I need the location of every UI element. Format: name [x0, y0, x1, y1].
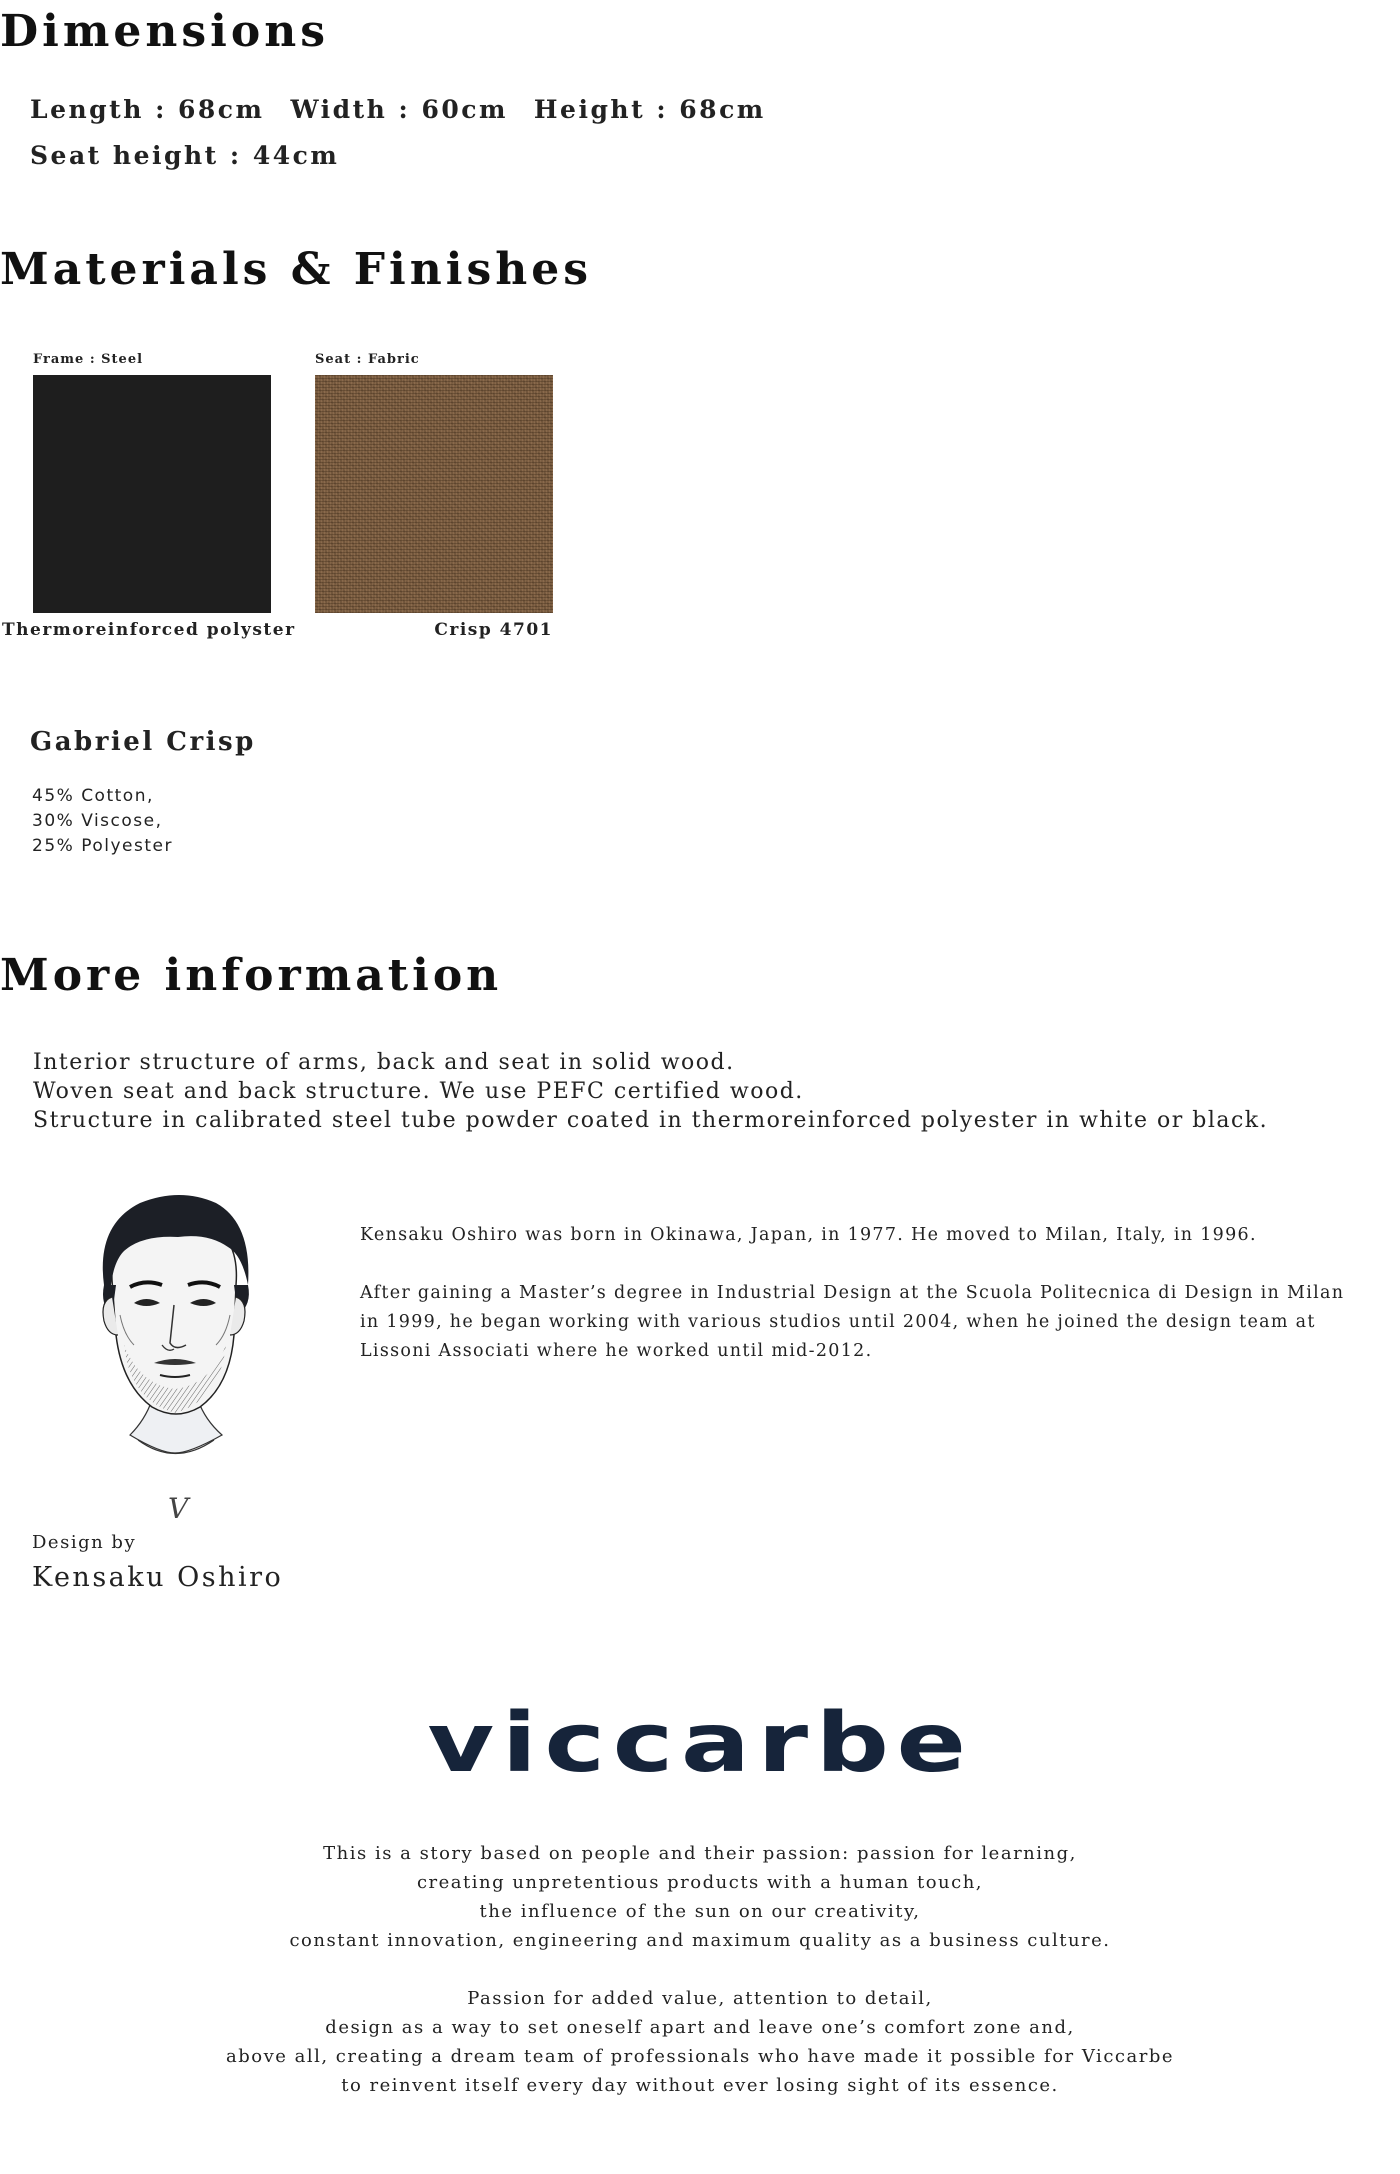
materials-heading: Materials & Finishes	[0, 244, 592, 295]
story-line: above all, creating a dream team of professionals who have made it possible for Viccarbe	[225, 2046, 1174, 2067]
height-value: Height : 68cm	[533, 95, 766, 124]
dimensions-heading: Dimensions	[0, 6, 330, 57]
story-line: the influence of the sun on our creativity,	[479, 1901, 921, 1922]
seat-height-value: Seat height : 44cm	[30, 141, 340, 170]
composition-polyester: 25% Polyester	[32, 836, 173, 856]
designer-bio	[360, 1221, 1360, 1366]
designer-portrait	[90, 1185, 260, 1475]
design-by-label: Design by	[32, 1532, 137, 1553]
designer-name: Kensaku Oshiro	[32, 1562, 284, 1593]
story-line: design as a way to set oneself apart and leave one’s comfort zone and,	[325, 2017, 1075, 2038]
brand-story	[0, 1839, 1400, 2100]
info-line: Interior structure of arms, back and seat in solid wood.	[33, 1050, 735, 1075]
width-value: Width : 60cm	[290, 95, 508, 124]
composition-viscose: 30% Viscose,	[32, 811, 163, 831]
frame-material-label: Frame : Steel	[33, 352, 144, 367]
seat-finish-caption: Crisp 4701	[434, 620, 553, 640]
bio-paragraph: After gaining a Master’s degree in Industrial Design at the Scuola Politecnica di Design in Milan in 1999, he began working with various studios until 2004, when he joined the design team at Lissoni Associati where he worked until mid-2012.	[360, 1283, 1345, 1361]
story-line: creating unpretentious products with a human touch,	[416, 1872, 984, 1893]
frame-finish-caption: Thermoreinforced polyster	[2, 620, 296, 640]
fabric-composition	[32, 784, 173, 859]
seat-swatch[interactable]	[315, 375, 553, 613]
seat-material-label: Seat : Fabric	[315, 352, 420, 367]
composition-cotton: 45% Cotton,	[32, 786, 154, 806]
dimensions-row	[30, 95, 792, 124]
more-info-text	[33, 1048, 1268, 1135]
length-value: Length : 68cm	[30, 95, 265, 124]
info-line: Structure in calibrated steel tube powder coated in thermoreinforced polyester in white or black.	[33, 1108, 1269, 1133]
story-line: constant innovation, engineering and maximum quality as a business culture.	[289, 1930, 1111, 1951]
viccarbe-logo[interactable]: viccarbe	[426, 1696, 974, 1791]
story-line: This is a story based on people and their passion: passion for learning,	[323, 1843, 1077, 1864]
story-line: Passion for added value, attention to detail,	[467, 1988, 933, 2009]
story-line: to reinvent itself every day without ever losing sight of its essence.	[341, 2075, 1059, 2096]
fabric-name: Gabriel Crisp	[30, 727, 256, 757]
brand-logo-wrap	[0, 1696, 1400, 1791]
designer-signature: V	[168, 1492, 189, 1525]
more-info-heading: More information	[0, 950, 503, 1001]
frame-swatch[interactable]	[33, 375, 271, 613]
info-line: Woven seat and back structure. We use PEFC certified wood.	[33, 1079, 804, 1104]
bio-paragraph: Kensaku Oshiro was born in Okinawa, Japan, in 1977. He moved to Milan, Italy, in 1996.	[360, 1225, 1257, 1245]
